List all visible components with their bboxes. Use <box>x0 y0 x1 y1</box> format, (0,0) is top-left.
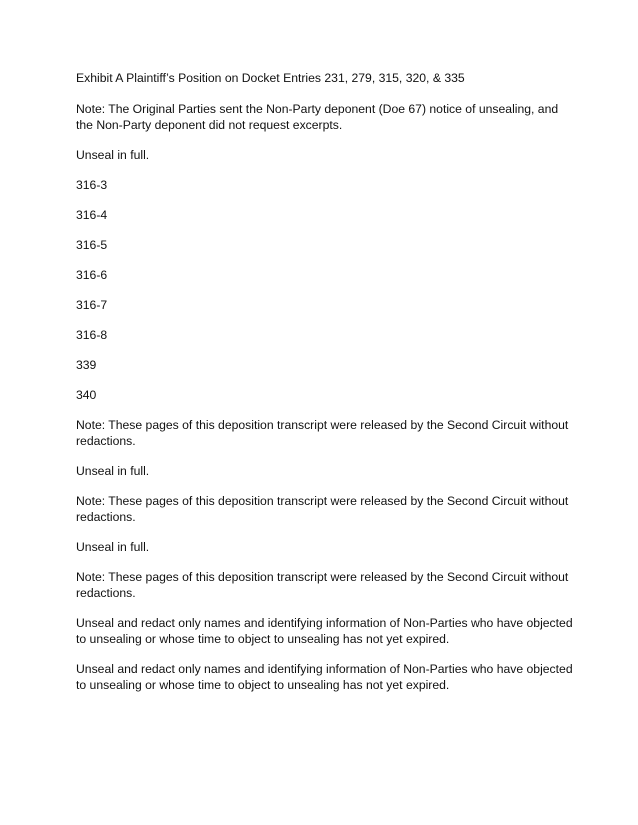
position-paragraph: Unseal and redact only names and identifying information of Non-Parties who have objected to unsealing or whose time to object to unsealing has not yet expired. <box>76 662 573 692</box>
position-paragraph: Unseal in full. <box>76 464 150 478</box>
position-paragraph: Unseal and redact only names and identifying information of Non-Parties who have objected to unsealing or whose time to object to unsealing has not yet expired. <box>76 616 573 646</box>
note-paragraph: Note: These pages of this deposition transcript were released by the Second Circuit without redactions. <box>76 494 569 524</box>
document-body <box>76 70 576 707</box>
docket-entry: 339 <box>76 358 97 372</box>
docket-entry: 340 <box>76 388 97 402</box>
position-paragraph: Unseal in full. <box>76 148 150 162</box>
docket-entry: 316-5 <box>76 238 108 252</box>
docket-entry: 316-4 <box>76 208 108 222</box>
docket-entry: 316-7 <box>76 298 108 312</box>
document-title: Exhibit A Plaintiff’s Position on Docket Entries 231, 279, 315, 320, & 335 <box>76 71 465 85</box>
position-paragraph: Unseal in full. <box>76 540 150 554</box>
docket-entry: 316-6 <box>76 268 108 282</box>
docket-entry: 316-3 <box>76 178 108 192</box>
note-paragraph: Note: The Original Parties sent the Non-Party deponent (Doe 67) notice of unsealing, and the Non-Party deponent did not request excerpts. <box>76 102 559 132</box>
note-paragraph: Note: These pages of this deposition transcript were released by the Second Circuit without redactions. <box>76 570 569 600</box>
docket-entry: 316-8 <box>76 328 108 342</box>
note-paragraph: Note: These pages of this deposition transcript were released by the Second Circuit without redactions. <box>76 418 569 448</box>
